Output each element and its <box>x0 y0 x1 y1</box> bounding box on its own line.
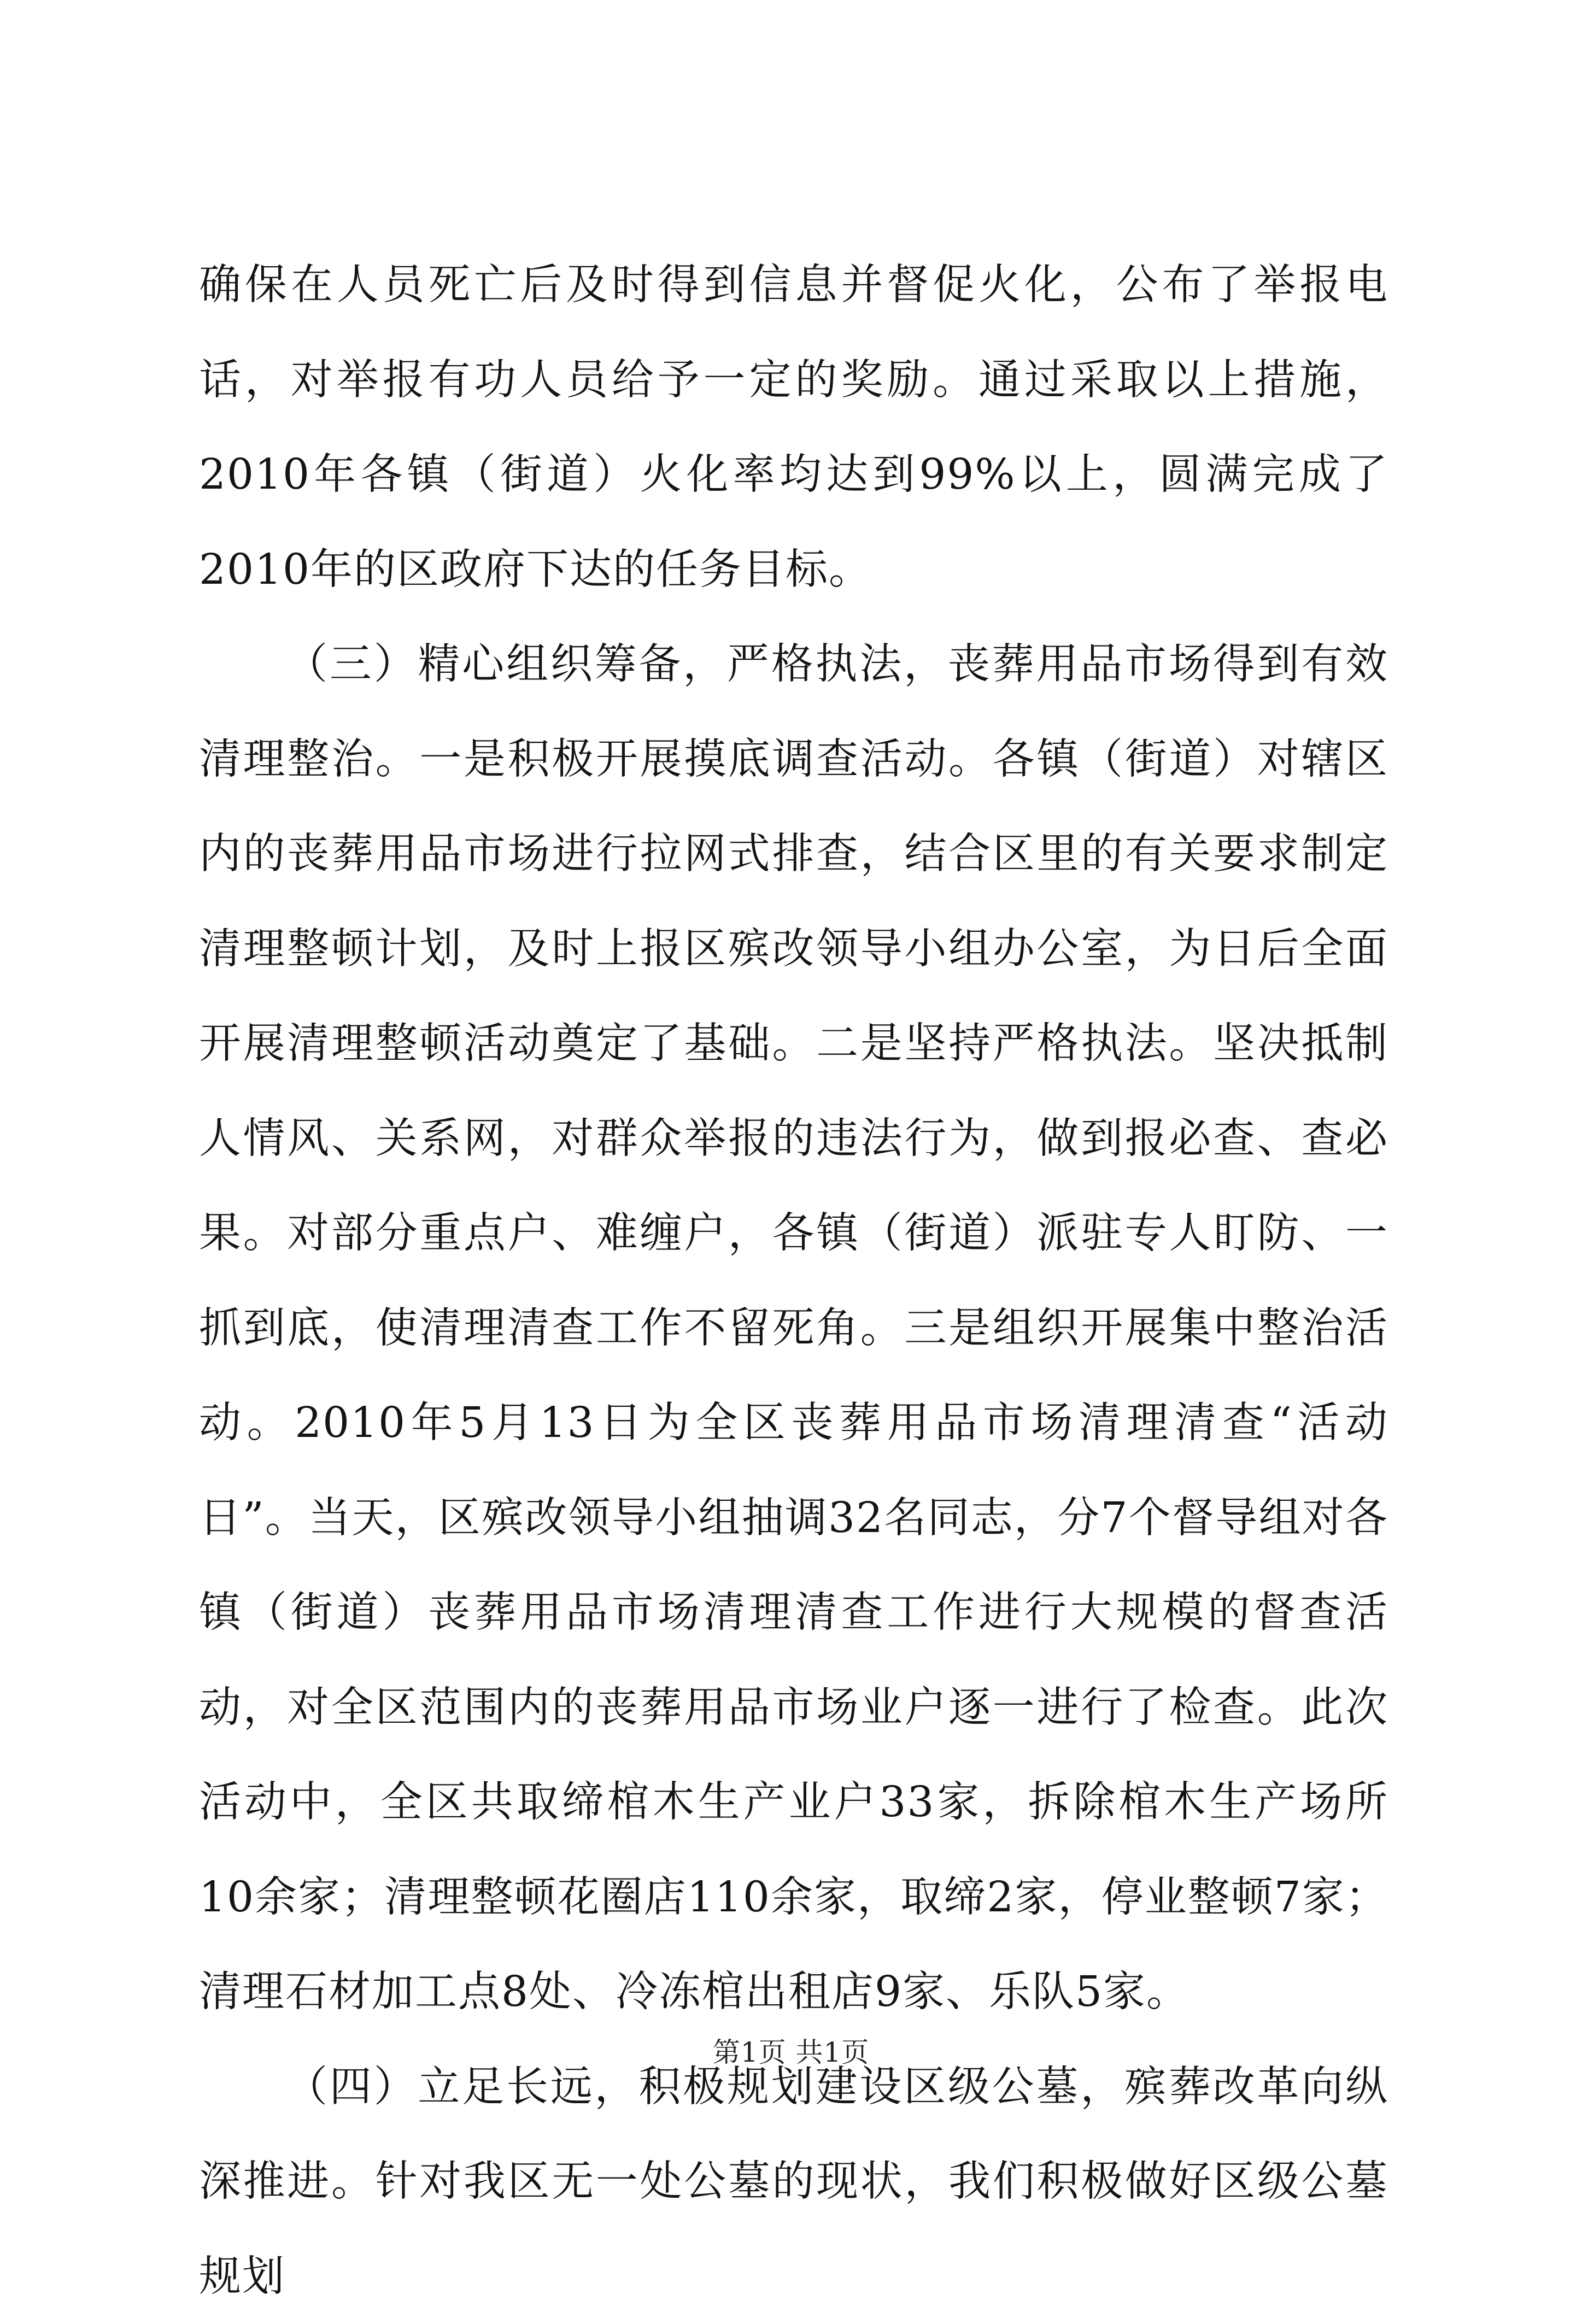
paragraph-cremation-measures: 确保在人员死亡后及时得到信息并督促火化，公布了举报电话，对举报有功人员给予一定的奖励。通过采取以上措施，2010年各镇（街道）火化率均达到99%以上，圆满完成了2010年的区政府下达的任务目标。 <box>199 238 1388 617</box>
paragraph-public-cemetery-planning: （四）立足长远，积极规划建设区级公墓，殡葬改革向纵深推进。针对我区无一处公墓的现状，我们积极做好区级公墓规划 <box>199 2040 1388 2324</box>
page-number-footer: 第1页 共1页 <box>0 2036 1582 2069</box>
document-body <box>199 238 1388 2324</box>
paragraph-funeral-market-rectification: （三）精心组织筹备，严格执法，丧葬用品市场得到有效清理整治。一是积极开展摸底调查活动。各镇（街道）对辖区内的丧葬用品市场进行拉网式排查，结合区里的有关要求制定清理整顿计划，及时上报区殡改领导小组办公室，为日后全面开展清理整顿活动奠定了基础。二是坚持严格执法。坚决抵制人情风、关系网，对群众举报的违法行为，做到报必查、查必果。对部分重点户、难缠户，各镇（街道）派驻专人盯防、一抓到底，使清理清查工作不留死角。三是组织开展集中整治活动。2010年5月13日为全区丧葬用品市场清理清查“活动日”。当天，区殡改领导小组抽调32名同志，分7个督导组对各镇（街道）丧葬用品市场清理清查工作进行大规模的督查活动，对全区范围内的丧葬用品市场业户逐一进行了检查。此次活动中，全区共取缔棺木生产业户33家，拆除棺木生产场所10余家；清理整顿花圈店110余家，取缔2家，停业整顿7家；清理石材加工点8处、冷冻棺出租店9家、乐队5家。 <box>199 617 1388 2040</box>
